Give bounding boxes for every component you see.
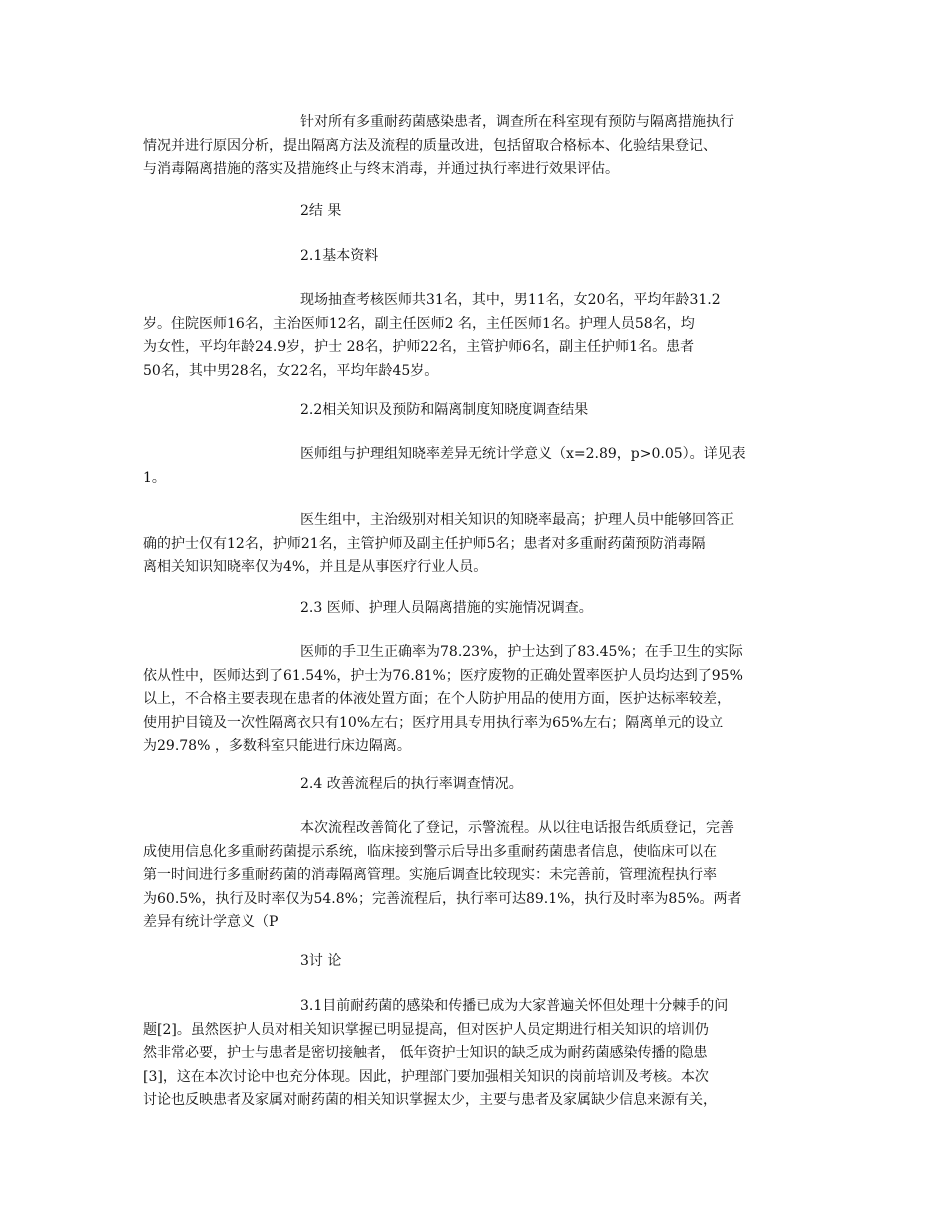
text-line: 使用护目镜及一次性隔离衣只有10%左右；医疗用具专用执行率为65%左右；隔离单元的设立 — [143, 714, 724, 731]
paragraph-2-1 — [143, 289, 813, 383]
text-line: 成使用信息化多重耐药菌提示系统，临床接到警示后导出多重耐药菌患者信息，使临床可以在 — [143, 843, 717, 860]
paragraph-2-2b — [143, 509, 813, 580]
section-heading-discussion — [143, 950, 813, 974]
heading-text: 2.1基本资料 — [300, 248, 379, 264]
paragraph-3-1 — [143, 995, 813, 1113]
text-line: 本次流程改善简化了登记，示警流程。从以往电话报告纸质登记，完善 — [300, 820, 734, 836]
text-line: 第一时间进行多重耐药菌的消毒隔离管理。实施后调查比较现实：未完善前，管理流程执行率 — [143, 867, 717, 883]
text-line: 离相关知识知晓率仅为4%，并且是从事医疗行业人员。 — [143, 559, 488, 575]
text-line: 医师组与护理组知晓率差异无统计学意义（x=2.89，p>0.05）。详见表 — [300, 446, 746, 462]
subsection-heading-2-1 — [143, 245, 813, 269]
text-line: 题[2]。虽然医护人员对相关知识掌握已明显提高，但对医护人员定期进行相关知识的培训仍 — [143, 1021, 709, 1038]
text-line: 然非常必要，护士与患者是密切接触者， 低年资护士知识的缺乏成为耐药菌感染传播的隐患 — [143, 1045, 708, 1061]
text-line: 3.1目前耐药菌的感染和传播已成为大家普遍关怀但处理十分棘手的问 — [300, 998, 729, 1014]
text-line: 以上，不合格主要表现在患者的体液处置方面；在个人防护用品的使用方面，医护达标率较差， — [143, 691, 731, 707]
text-line: 确的护士仅有12名，护师21名，主管护师及副主任护师5名；患者对多重耐药菌预防消毒隔 — [143, 535, 706, 552]
text-line: 现场抽查考核医师共31名，其中，男11名，女20名，平均年龄31.2 — [300, 292, 721, 308]
subsection-heading-2-3 — [143, 597, 813, 621]
heading-text: 2结 果 — [300, 203, 342, 219]
text-line: 为60.5%，执行及时率仅为54.8%；完善流程后，执行率可达89.1%，执行及时率为85%。两者 — [143, 890, 742, 907]
text-line: 讨论也反映患者及家属对耐药菌的相关知识掌握太少，主要与患者及家属缺少信息来源有关， — [143, 1092, 717, 1108]
text-line: 1。 — [143, 469, 166, 486]
text-line: 针对所有多重耐药菌感染患者，调查所在科室现有预防与隔离措施执行 — [300, 114, 734, 130]
section-heading-results — [143, 200, 813, 224]
text-line: 医师的手卫生正确率为78.23%，护士达到了83.45%；在手卫生的实际 — [300, 644, 743, 660]
paragraph-2-4 — [143, 817, 813, 935]
text-line: 为女性，平均年龄24.9岁，护士 28名，护师22名，主管护师6名，副主任护师1名。患者 — [143, 339, 695, 355]
paragraph-intro — [143, 111, 813, 182]
text-line: [3]，这在本次讨论中也充分体现。因此，护理部门要加强相关知识的岗前培训及考核。本次 — [143, 1068, 709, 1085]
heading-text: 2.3 医师、护理人员隔离措施的实施情况调查。 — [300, 600, 593, 616]
text-line: 岁。住院医师16名，主治医师12名，副主任医师2 名，主任医师1名。护理人员58名，均 — [143, 315, 695, 332]
heading-text: 2.2相关知识及预防和隔离制度知晓度调查结果 — [300, 402, 589, 418]
text-line: 依从性中，医师达到了61.54%，护士为76.81%；医疗废物的正确处置率医护人员均达到了95% — [143, 667, 743, 684]
text-line: 差异有统计学意义（P — [143, 914, 279, 930]
heading-text: 3讨 论 — [300, 953, 342, 969]
paragraph-2-2a — [143, 443, 813, 490]
text-line: 医生组中，主治级别对相关知识的知晓率最高；护理人员中能够回答正 — [300, 512, 734, 528]
text-line: 为29.78% ，多数科室只能进行床边隔离。 — [143, 738, 411, 754]
text-line: 情况并进行原因分析，提出隔离方法及流程的质量改进，包括留取合格标本、化验结果登记、 — [143, 137, 717, 154]
subsection-heading-2-4 — [143, 773, 813, 797]
text-line: 与消毒隔离措施的落实及措施终止与终末消毒，并通过执行率进行效果评估。 — [143, 161, 619, 177]
text-line: 50名，其中男28名，女22名，平均年龄45岁。 — [143, 362, 439, 379]
subsection-heading-2-2 — [143, 399, 813, 423]
paragraph-2-3 — [143, 641, 813, 759]
heading-text: 2.4 改善流程后的执行率调查情况。 — [300, 776, 523, 792]
